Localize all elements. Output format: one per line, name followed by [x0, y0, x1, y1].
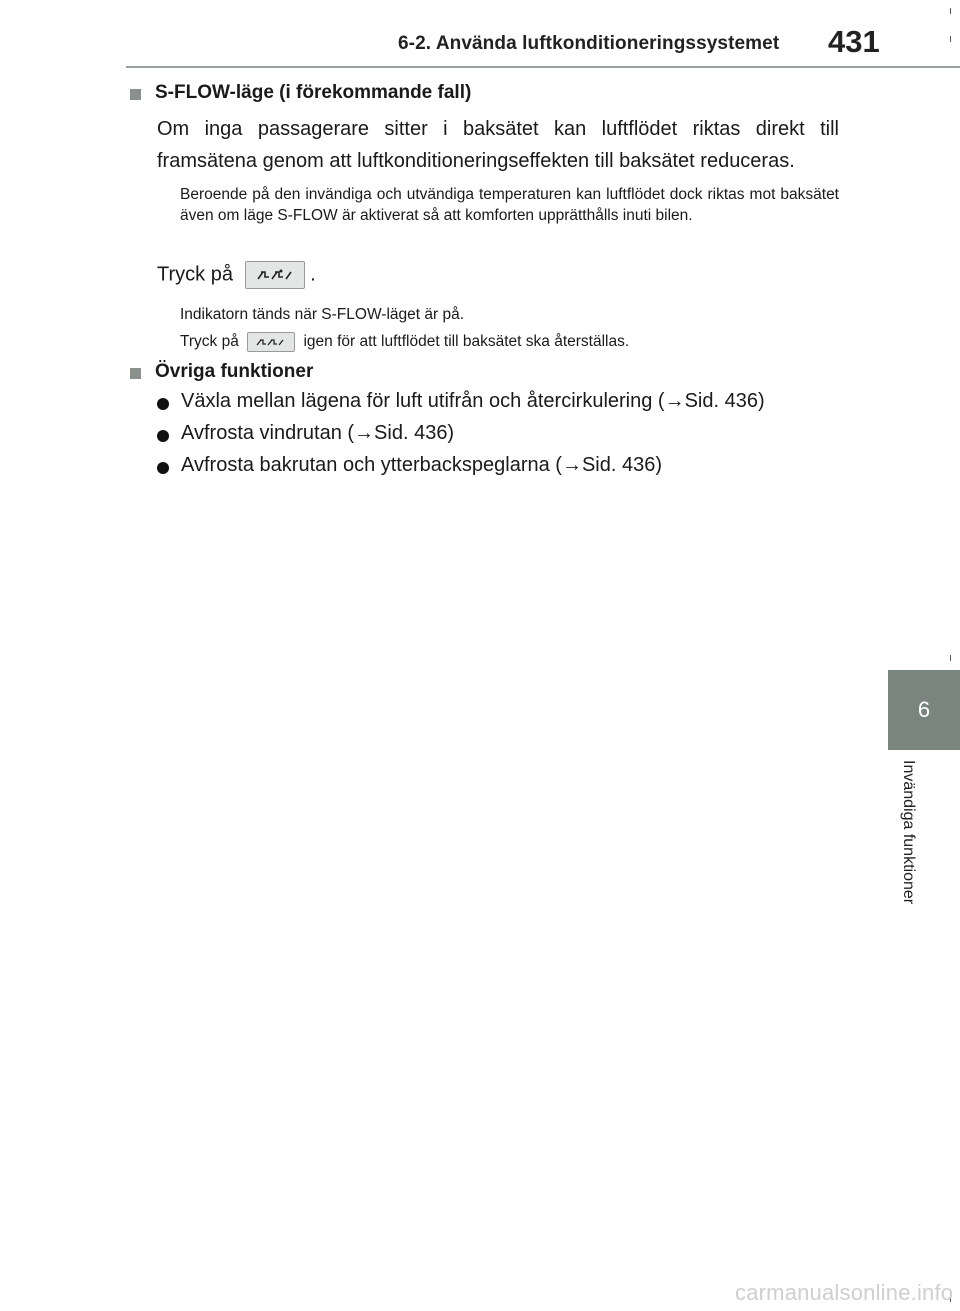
page-number: 431: [828, 24, 880, 59]
press-instruction: [157, 261, 316, 289]
sflow-paragraph: Om inga passagerare sitter i baksätet kan luftflödet riktas direkt till framsätena genom att luftkonditioneringseffekten till baksätet reduceras.: [157, 118, 839, 172]
crop-mark: [950, 36, 951, 42]
list-item: Växla mellan lägena för luft utifrån och återcirkulering (→Sid. 436): [181, 390, 765, 412]
bullet-icon: [157, 398, 169, 410]
sflow-note: Beroende på den invändiga och utvändiga temperaturen kan luftflödet dock riktas mot baksätet även om läge S-FLOW är aktiverat så att komforten upprätthålls inuti bilen.: [180, 186, 839, 224]
section-square-icon: [130, 89, 141, 100]
press-prefix: Tryck på: [157, 263, 233, 286]
crop-mark: [950, 8, 951, 14]
bullet-icon: [157, 430, 169, 442]
chapter-header-title: 6-2. Använda luftkonditioneringssystemet: [398, 33, 780, 54]
list-item: Avfrosta bakrutan och ytterbackspeglarna (→Sid. 436): [181, 454, 662, 476]
sflow-heading: S-FLOW-läge (i förekommande fall): [155, 82, 472, 103]
press-again-suffix: igen för att luftflödet till baksätet ska återställas.: [303, 333, 630, 351]
press-again-prefix: Tryck på: [180, 333, 239, 351]
s-flow-seat-icon: [255, 337, 287, 347]
press-again-instruction: [180, 332, 629, 352]
section-square-icon: [130, 368, 141, 379]
watermark: carmanualsonline.info: [735, 1280, 954, 1305]
chapter-tab: 6: [888, 670, 960, 750]
chapter-side-label: Invändiga funktioner: [900, 760, 917, 905]
list-item: Avfrosta vindrutan (→Sid. 436): [181, 422, 455, 444]
s-flow-button-small[interactable]: [247, 332, 295, 352]
press-suffix: .: [310, 263, 316, 286]
header-divider: [126, 66, 960, 68]
other-functions-heading: Övriga funktioner: [155, 361, 314, 382]
s-flow-seat-icon: [255, 268, 295, 282]
indicator-note: Indikatorn tänds när S-FLOW-läget är på.: [180, 306, 465, 323]
bullet-icon: [157, 462, 169, 474]
s-flow-button[interactable]: [245, 261, 305, 289]
crop-mark: [950, 655, 951, 661]
